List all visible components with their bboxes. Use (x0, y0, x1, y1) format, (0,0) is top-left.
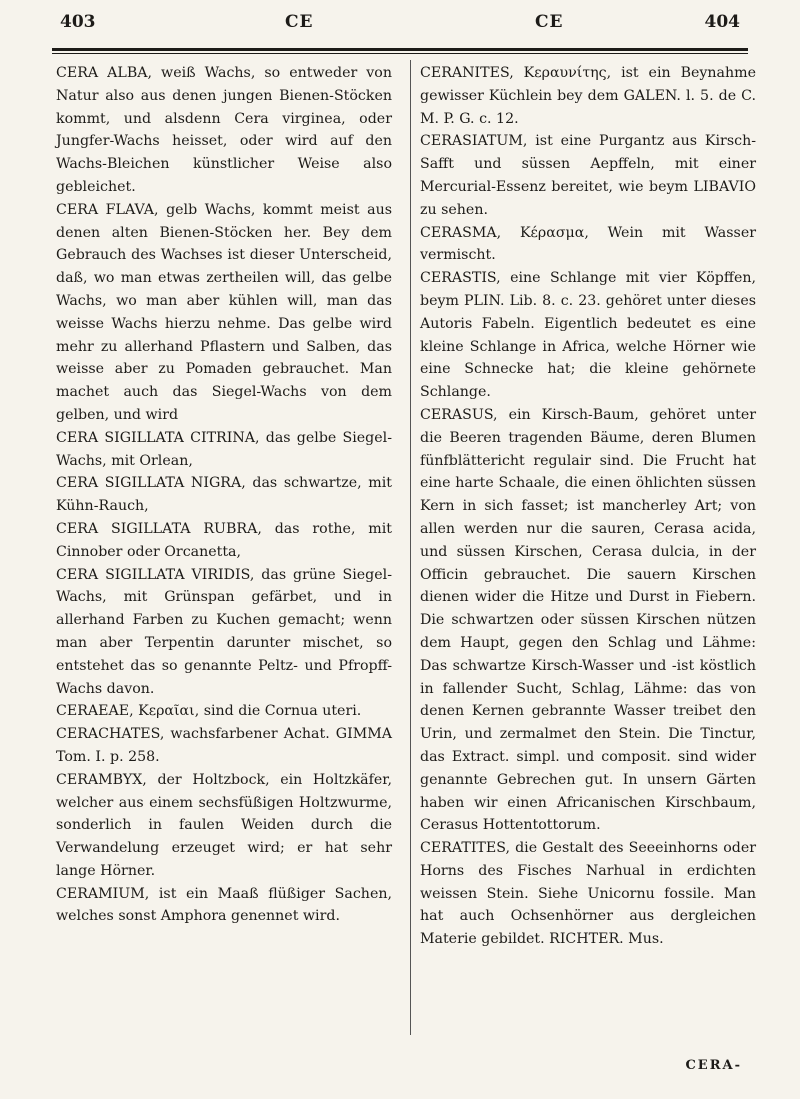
entry-cera-sigillata-citrina: CERA SIGILLATA CITRINA, das gelbe Siegel-Wachs, mit Orlean, (56, 429, 392, 469)
entry-ceratites: CERATITES, die Gestalt des Seeeinhorns oder Horns des Fisches Narhual in erdichten weissen Stein. Siehe Unicornu fossile. Man hat auch Ochsenhörner aus dergleichen Materie gebildet. RICHTER. Mus. (420, 840, 756, 948)
entry-cera-flava: CERA FLAVA, gelb Wachs, kommt meist aus denen alten Bienen-Stöcken her. Bey dem Gebrauch des Wachses ist dieser Unterscheid, daß, wo man etwas zertheilen will, das gelbe Wachs, wo man aber kühlen will, man das weisse Wachs hierzu nehme. Das gelbe wird mehr zu allerhand Pflastern und Salben, das weisse aber zu Pomaden gebrauchet. Man machet auch das Siegel-Wachs von dem gelben, und wird (56, 201, 392, 423)
entry-cerastis: CERASTIS, eine Schlange mit vier Köpffen, beym PLIN. Lib. 8. c. 23. gehöret unter dieses Autoris Fabeln. Eigentlich bedeutet es eine kleine Schlange in Africa, welche Hörner wie eine Schnecke hat; die kleine gehörnete Schlange. (420, 270, 756, 401)
entry-cerasus: CERASUS, ein Kirsch-Baum, gehöret unter die Beeren tragenden Bäume, deren Blumen fünfblättericht regulair sind. Die Frucht hat eine harte Schaale, die einen öhlichten süssen Kern in sich fasset; ist mancherley Art; von allen werden nur die sauren, Cerasa acida, und süssen Kirschen, Cerasa dulcia, in der Officin gebrauchet. Die sauern Kirschen dienen wider die Hitze und Durst in Fiebern. Die schwartzen oder süssen Kirschen nützen dem Haupt, gegen den Schlag und Lähme: Das schwartze Kirsch-Wasser und -ist köstlich in fallender Sucht, Schlag, Lähme: das von denen Kernen gebrannte Wasser treibet den Urin, und zermalmet den Stein. Die Tinctur, das Extract. simpl. und composit. sind wider genannte Gebrechen gut. In unsern Gärten haben wir einen Africanischen Kirschbaum, Cerasus Hottentottorum. (420, 406, 756, 834)
entry-cera-sigillata-rubra: CERA SIGILLATA RUBRA, das rothe, mit Cinnober oder Orcanetta, (56, 520, 392, 560)
entry-cera-alba: CERA ALBA, weiß Wachs, so entweder von Natur also aus denen jungen Bienen-Stöcken kommt, und alsdenn Cera virginea, oder Jungfer-Wachs heisset, oder wird auf den Wachs-Bleichen künstlicher Weise also gebleichet. (56, 65, 392, 195)
entry-cera-sigillata-nigra: CERA SIGILLATA NIGRA, das schwartze, mit Kühn-Rauch, (56, 475, 392, 515)
column-divider (410, 60, 411, 1035)
entry-cerambyx: CERAMBYX, der Holtzbock, ein Holtzkäfer, welcher aus einem sechsfüßigen Holtzwurme, sonderlich in faulen Weiden durch die Verwandelung erzeuget wird; er hat sehr lange Hörner. (56, 771, 392, 879)
column-head-left: CE (285, 12, 314, 32)
column-head-right: CE (535, 12, 564, 32)
entry-cerasma: CERASMA, Κέρασμα, Wein mit Wasser vermischt. (420, 224, 756, 264)
page-number-left: 403 (60, 12, 96, 32)
entry-cerasiatum: CERASIATUM, ist eine Purgantz aus Kirsch-Safft und süssen Aepffeln, mit einer Mercurial-Essenz bereitet, wie beym LIBAVIO zu sehen. (420, 133, 756, 218)
entry-ceramium: CERAMIUM, ist ein Maaß flüßiger Sachen, welches sonst Amphora genennet wird. (56, 885, 392, 925)
running-header (40, 8, 760, 42)
page-number-right: 404 (704, 12, 740, 32)
entry-ceranites: CERANITES, Κεραυνίτης, ist ein Beynahme gewisser Küchlein bey dem GALEN. l. 5. de C. M. P. G. c. 12. (420, 65, 756, 127)
left-column (56, 62, 392, 928)
footer-catchword: CERA- (685, 1058, 742, 1073)
entry-ceraeae: CERAEAE, Κεραῖαι, sind die Cornua uteri. (56, 703, 362, 720)
entry-cerachates: CERACHATES, wachsfarbener Achat. GIMMA Tom. I. p. 258. (56, 726, 392, 765)
header-rule-thin (52, 53, 748, 54)
header-rule (52, 48, 748, 51)
right-column (420, 62, 756, 951)
entry-cera-sigillata-viridis: CERA SIGILLATA VIRIDIS, das grüne Siegel-Wachs, mit Grünspan gefärbet, und in allerhand Farben zu Kuchen gemacht; wenn man aber Terpentin darunter mischet, so entstehet das so genannte Peltz- und Pfropff-Wachs davon. (56, 566, 392, 697)
